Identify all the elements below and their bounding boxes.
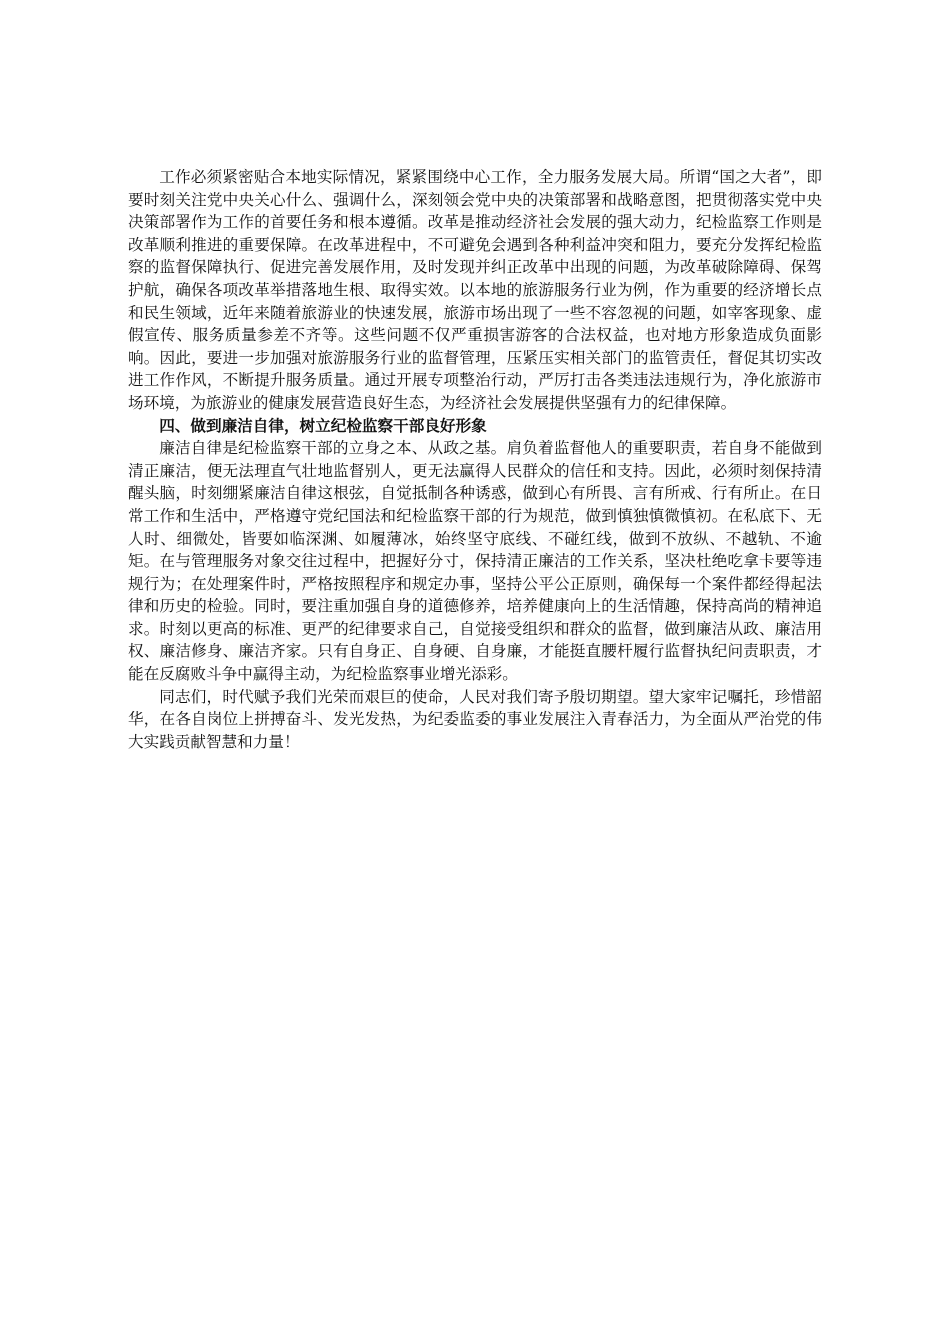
paragraph-closing: 同志们，时代赋予我们光荣而艰巨的使命，人民对我们寄予殷切期望。望大家牢记嘱托，珍惜韶华，在各自岗位上拼搏奋斗、发光发热，为纪委监委的事业发展注入青春活力，为全面从严治党的伟大实践贡献智慧和力量！ — [128, 687, 822, 751]
paragraph-integrity: 廉洁自律是纪检监察干部的立身之本、从政之基。肩负着监督他人的重要职责，若自身不能做到清正廉洁，便无法理直气壮地监督别人，更无法赢得人民群众的信任和支持。因此，必须时刻保持清醒头脑，时刻绷紧廉洁自律这根弦，自觉抵制各种诱惑，做到心有所畏、言有所戒、行有所止。在日常工作和生活中，严格遵守党纪国法和纪检监察干部的行为规范，做到慎独慎微慎初。在私底下、无人时、细微处，皆要如临深渊、如履薄冰，始终坚守底线、不碰红线，做到不放纵、不越轨、不逾矩。在与管理服务对象交往过程中，把握好分寸，保持清正廉洁的工作关系，坚决杜绝吃拿卡要等违规行为；在处理案件时，严格按照程序和规定办事，坚持公平公正原则，确保每一个案件都经得起法律和历史的检验。同时，要注重加强自身的道德修养，培养健康向上的生活情趣，保持高尚的精神追求。时刻以更高的标准、更严的纪律要求自己，自觉接受组织和群众的监督，做到廉洁从政、廉洁用权、廉洁修身、廉洁齐家。只有自身正、自身硬、自身廉，才能挺直腰杆履行监督执纪问责职责，才能在反腐败斗争中赢得主动，为纪检监察事业增光添彩。 — [128, 439, 822, 684]
paragraph-reform: 工作必须紧密贴合本地实际情况，紧紧围绕中心工作，全力服务发展大局。所谓“国之大者”，即要时刻关注党中央关心什么、强调什么，深刻领会党中央的决策部署和战略意图，把贯彻落实党中央决策部署作为工作的首要任务和根本遵循。改革是推动经济社会发展的强大动力，纪检监察工作则是改革顺利推进的重要保障。在改革进程中，不可避免会遇到各种利益冲突和阻力，要充分发挥纪检监察的监督保障执行、促进完善发展作用，及时发现并纠正改革中出现的问题，为改革破除障碍、保驾护航，确保各项改革举措落地生根、取得实效。以本地的旅游服务行业为例，作为重要的经济增长点和民生领域，近年来随着旅游业的快速发展，旅游市场出现了一些不容忽视的问题，如宰客现象、虚假宣传、服务质量参差不齐等。这些问题不仅严重损害游客的合法权益，也对地方形象造成负面影响。因此，要进一步加强对旅游服务行业的监督管理，压紧压实相关部门的监管责任，督促其切实改进工作作风，不断提升服务质量。通过开展专项整治行动，严厉打击各类违法违规行为，净化旅游市场环境，为旅游业的健康发展营造良好生态，为经济社会发展提供坚强有力的纪律保障。 — [128, 168, 822, 412]
section-heading-integrity: 四、做到廉洁自律，树立纪检监察干部良好形象 — [159, 415, 487, 435]
document-body — [128, 166, 822, 753]
